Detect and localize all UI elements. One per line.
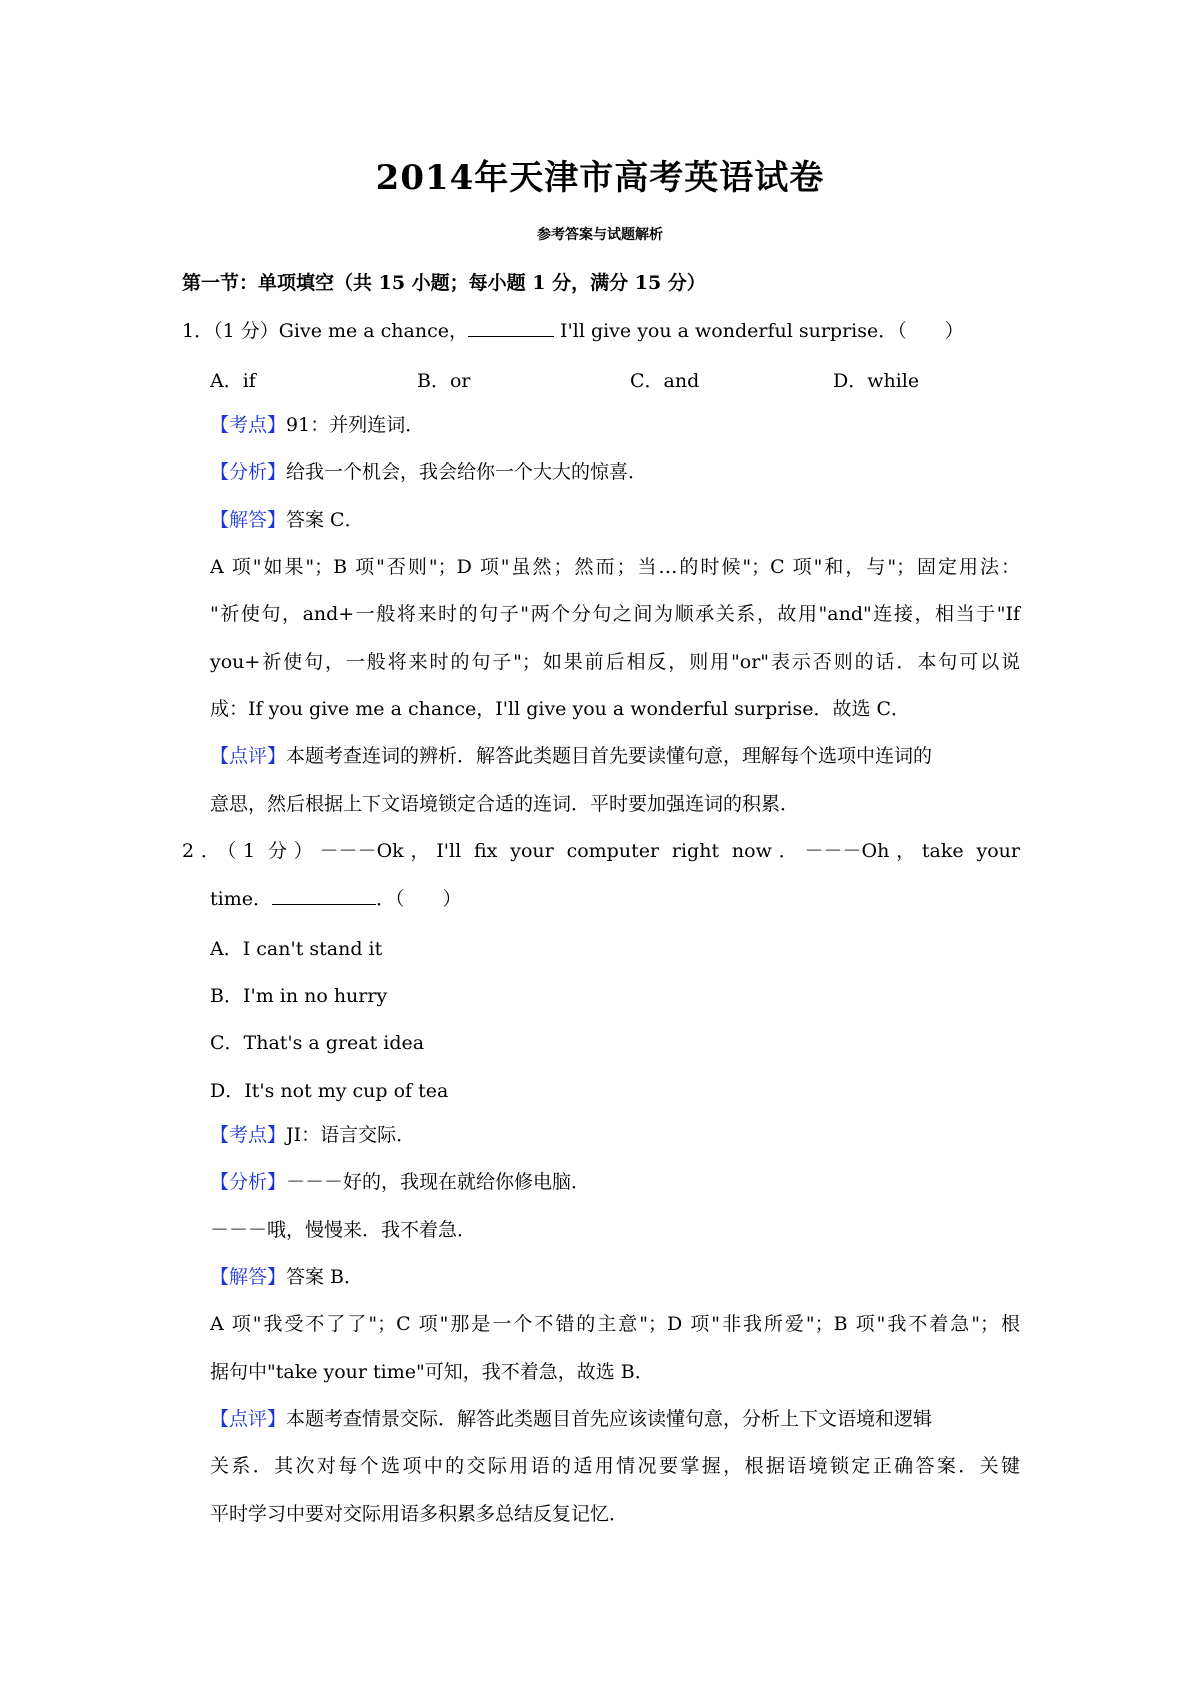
question-2-explain-line: A 项"我受不了了"；C 项"那是一个不错的主意"；D 项"非我所爱"；B 项"我不着急"；根 <box>210 1313 1020 1335</box>
dianping-text: 本题考查情景交际．解答此类题目首先应该读懂句意，分析上下文语境和逻辑 <box>286 1408 933 1430</box>
question-1-dianping-line: 意思，然后根据上下文语境锁定合适的连词．平时要加强连词的积累． <box>210 793 800 815</box>
jieda-text: 答案 C． <box>286 509 364 531</box>
question-1-option-d: D．while <box>833 370 920 392</box>
question-2-dianping-line: 关系．其次对每个选项中的交际用语的适用情况要掌握，根据语境锁定正确答案．关键 <box>210 1455 1020 1477</box>
question-2-jieda <box>210 1265 363 1289</box>
question-1-stem-start: 1．（1 分）Give me a chance， <box>182 320 468 342</box>
question-2-kaodian <box>210 1123 415 1147</box>
question-1-option-a: A．if <box>210 370 256 392</box>
jieda-text: 答案 B． <box>286 1266 364 1288</box>
answer-blank <box>272 886 376 905</box>
dianping-tag: 【点评】 <box>210 745 287 767</box>
question-1-explain-line: you+祈使句，一般将来时的句子"；如果前后相反，则用"or"表示否则的话．本句可以说 <box>210 651 1020 673</box>
kaodian-tag: 【考点】 <box>210 414 287 436</box>
question-2-stem: 2．（1 分）－－－Ok，I'll fix your computer right now．－－－Oh，take your <box>182 840 1020 862</box>
question-1-jieda <box>210 508 364 532</box>
kaodian-text: JI：语言交际． <box>286 1124 416 1146</box>
question-2-fenxi <box>210 1170 590 1194</box>
question-1-stem-end: I'll give you a wonderful surprise．（ ） <box>553 320 964 342</box>
question-2-explain-line: 据句中"take your time"可知，我不着急，故选 B． <box>210 1361 654 1383</box>
page-title: 2014年天津市高考英语试卷 <box>375 158 825 198</box>
question-1-kaodian <box>210 413 424 437</box>
kaodian-tag: 【考点】 <box>210 1124 287 1146</box>
fenxi-text: －－－好的，我现在就给你修电脑． <box>286 1171 591 1193</box>
jieda-tag: 【解答】 <box>210 1266 287 1288</box>
question-2-stem-cont <box>210 886 462 911</box>
dianping-tag: 【点评】 <box>210 1408 287 1430</box>
question-2-option-d: D．It's not my cup of tea <box>210 1080 449 1102</box>
question-2-dianping-line: 平时学习中要对交际用语多积累多总结反复记忆． <box>210 1503 629 1525</box>
question-1-explain-line: "祈使句，and+一般将来时的句子"两个分句之间为顺承关系，故用"and"连接，相当于"If <box>210 603 1020 625</box>
question-1-fenxi <box>210 460 647 484</box>
question-1-explain-line: A 项"如果"；B 项"否则"；D 项"虽然；然而；当…的时候"；C 项"和，与"；固定用法： <box>210 556 1020 578</box>
answer-blank <box>468 318 554 337</box>
question-2-option-b: B．I'm in no hurry <box>210 985 388 1007</box>
question-1-dianping <box>210 744 1020 768</box>
question-1-option-b: B．or <box>417 370 471 392</box>
question-1-explain-line: 成：If you give me a chance，I'll give you a wonderful surprise．故选 C． <box>210 698 911 720</box>
kaodian-text: 91：并列连词． <box>286 414 425 436</box>
question-2-option-c: C．That's a great idea <box>210 1032 425 1054</box>
page-subtitle: 参考答案与试题解析 <box>537 227 663 243</box>
dianping-text: 本题考查连词的辨析．解答此类题目首先要读懂句意，理解每个选项中连词的 <box>286 745 933 767</box>
question-2-fenxi-line: －－－哦，慢慢来．我不着急． <box>210 1219 477 1241</box>
fenxi-text: 给我一个机会，我会给你一个大大的惊喜． <box>286 461 648 483</box>
question-2-dianping <box>210 1407 1020 1431</box>
jieda-tag: 【解答】 <box>210 509 287 531</box>
fenxi-tag: 【分析】 <box>210 461 287 483</box>
fenxi-tag: 【分析】 <box>210 1171 287 1193</box>
section-heading: 第一节：单项填空（共 15 小题；每小题 1 分，满分 15 分） <box>182 272 706 294</box>
question-1-option-c: C．and <box>630 370 700 392</box>
question-2-option-a: A．I can't stand it <box>210 938 383 960</box>
question-2-stem-end: ．（ ） <box>375 888 462 910</box>
question-2-stem-start: time． <box>210 888 272 910</box>
question-1-stem <box>182 318 964 343</box>
